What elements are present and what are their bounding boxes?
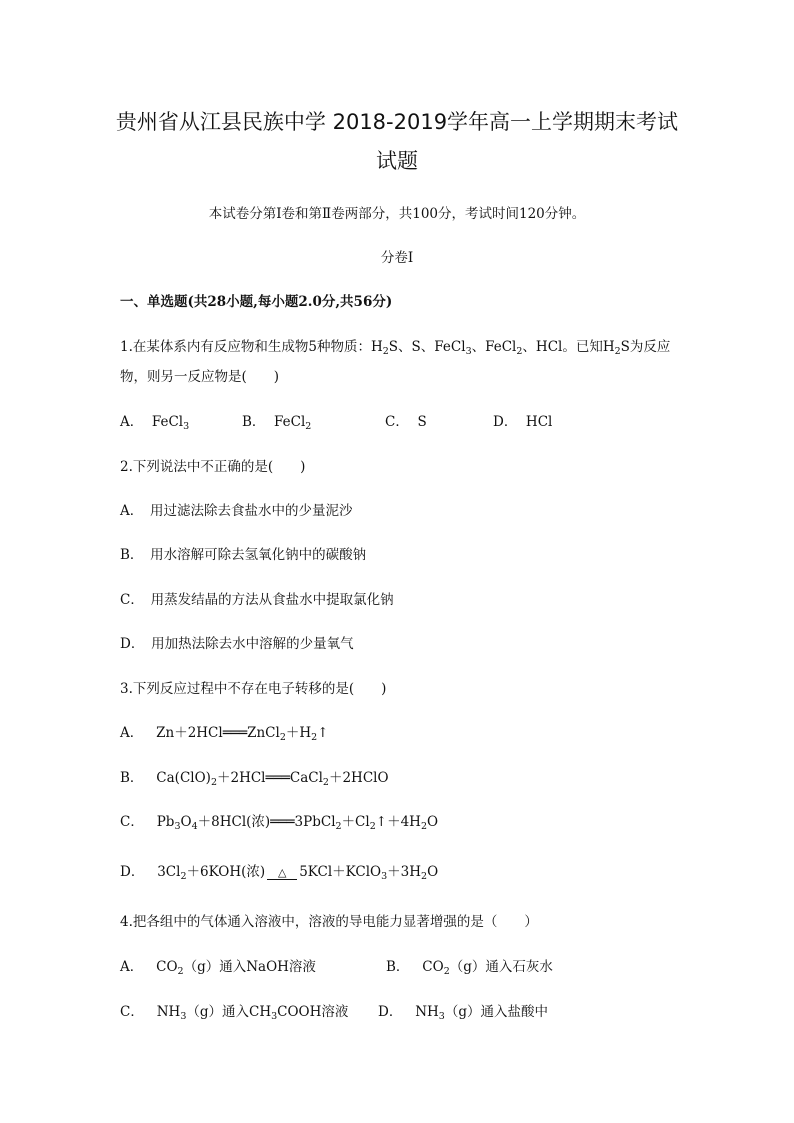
document-title-line2: 试题 (376, 149, 418, 173)
q4-option-a: A． $CO_2(g)$通入NaOH溶液 (120, 959, 316, 977)
q3-option-a: A． $Zn+2HCl═══ZnCl_2+H_2↑$ (120, 725, 329, 743)
q4-option-d: D． $NH_3(g)$通入盐酸中 (378, 1004, 548, 1022)
question-3-stem: 3.下列反应过程中不存在电子转移的是( ) (120, 681, 387, 697)
q2-option-a: A． 用过滤法除去食盐水中的少量泥沙 (120, 503, 353, 519)
q2-option-c: C． 用蒸发结晶的方法从食盐水中提取氯化钠 (120, 592, 394, 608)
question-2-stem: 2.下列说法中不正确的是( ) (120, 459, 306, 475)
q3-option-d: D． $3Cl_2+6KOH$(浓) △ $5KCl+KClO_3+3H_2O$ (120, 864, 439, 882)
heating-condition-symbol: △ (267, 866, 297, 880)
question-4-stem: 4.把各组中的气体通入溶液中，溶液的导电能力显著增强的是（ ） (120, 914, 538, 930)
q3-option-b: B． $Ca(ClO)_2+2HCl═══CaCl_2+2HClO$ (120, 770, 389, 788)
document-title: 贵州省从江县民族中学 2018-2019学年高一上学期期末考试 (115, 110, 679, 134)
q3-option-c: C． $Pb_3O_4+8HCl$(浓)$═══3PbCl_2+Cl_2↑+4H_2O$ (120, 814, 439, 832)
q1-option-d: D． HCl (493, 414, 553, 430)
question-1-stem-line2: 物，则另一反应物是( ) (120, 369, 280, 385)
q4-option-c: C． $NH_3(g)$通入$CH_3COOH$溶液 (120, 1004, 349, 1022)
q2-option-b: B． 用水溶解可除去氢氧化钠中的碳酸钠 (120, 547, 367, 563)
question-1-stem: 1.在某体系内有反应物和生成物5种物质：$H_2S$、S、FeCl$_3$、FeCl$_2$、HCl。已知$H_2S$为反应 (120, 339, 671, 357)
q2-option-d: D． 用加热法除去水中溶解的少量氧气 (120, 636, 354, 652)
exam-intro: 本试卷分第Ⅰ卷和第Ⅱ卷两部分，共100分，考试时间120分钟。 (208, 206, 586, 222)
q1-option-b: B． FeCl$_2$ (242, 414, 312, 432)
q4-option-b: B． $CO_2(g)$通入石灰水 (386, 959, 553, 977)
q1-option-a: A． FeCl$_3$ (120, 414, 190, 432)
section-label: 分卷I (380, 250, 414, 266)
q1-option-c: C． S (385, 414, 427, 430)
part-heading: 一、单选题(共28小题,每小题2.0分,共56分) (120, 294, 393, 310)
